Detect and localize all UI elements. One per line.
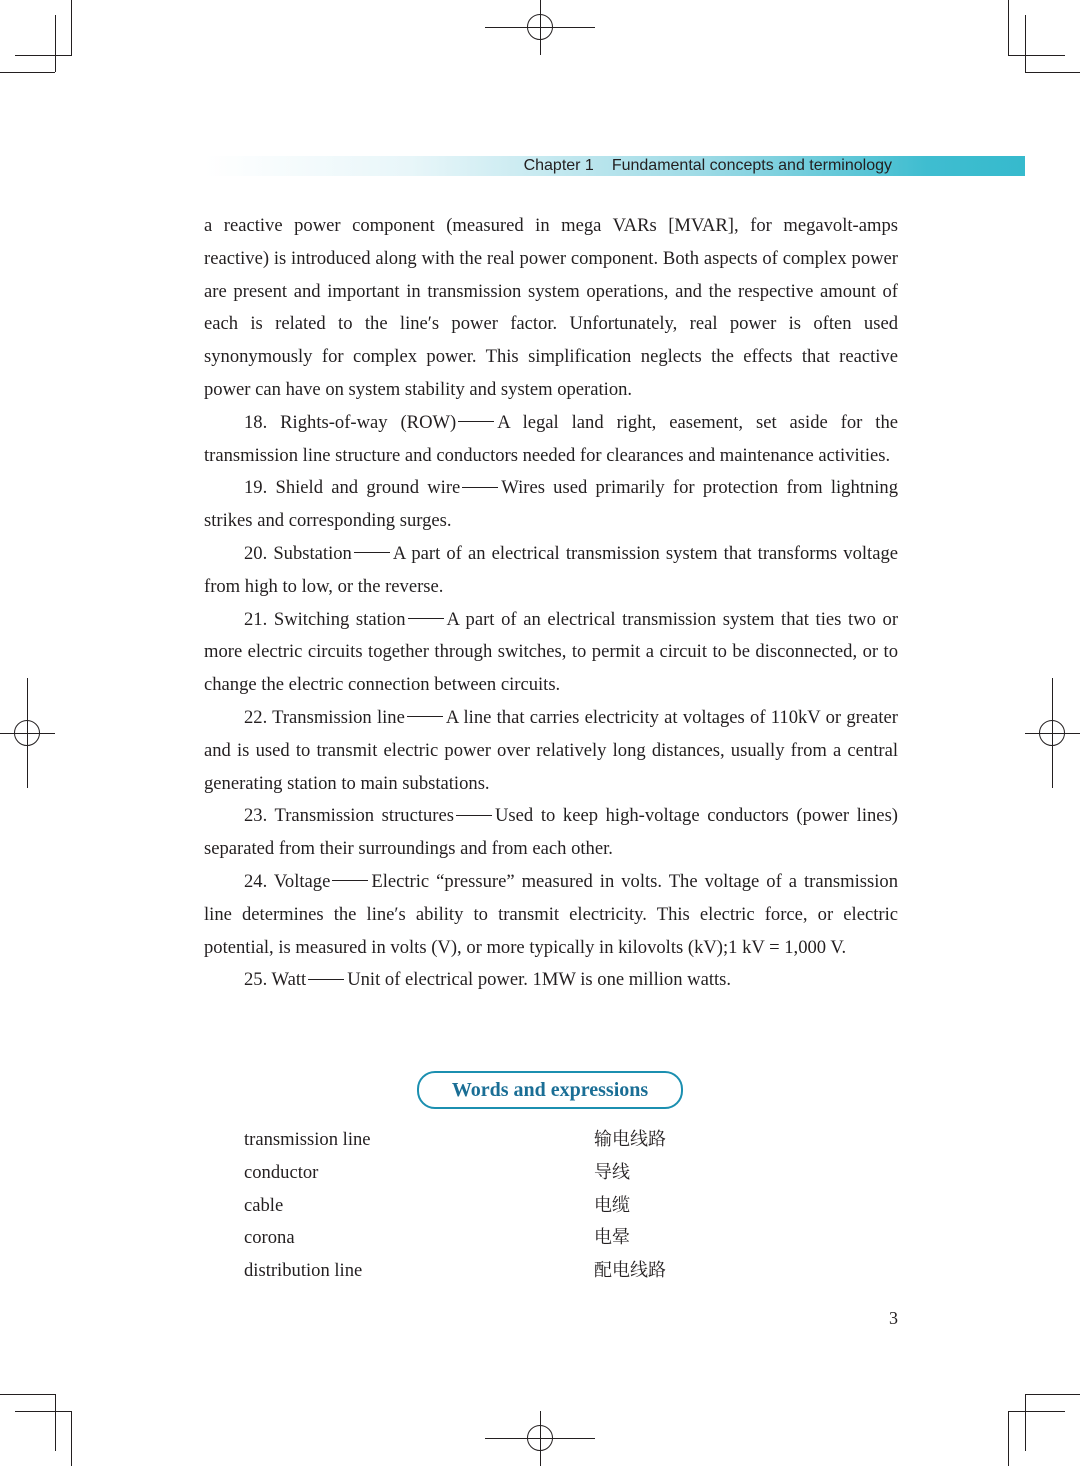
crop-mark	[55, 15, 56, 72]
definition-item	[204, 866, 898, 964]
em-dash	[354, 552, 390, 553]
definition-term: 20. Substation	[244, 542, 352, 564]
crop-mark	[71, 1411, 72, 1466]
glossary-term: corona	[244, 1227, 295, 1249]
definition-item	[204, 800, 898, 866]
definition-term: 24. Voltage	[244, 870, 331, 892]
em-dash	[308, 979, 344, 980]
definition-item	[204, 604, 898, 702]
header-chapter: Chapter 1	[523, 157, 594, 174]
crop-mark	[1008, 1411, 1065, 1412]
glossary-term: distribution line	[244, 1260, 363, 1282]
definition-term: 21. Switching station	[244, 608, 406, 630]
definition-term: 25. Watt	[244, 969, 307, 991]
glossary-translation: 电晕	[594, 1227, 630, 1249]
running-header	[205, 156, 1025, 176]
definition-item	[204, 407, 898, 473]
header-text	[205, 156, 892, 176]
definition-item	[204, 702, 898, 800]
registration-circle	[527, 14, 553, 40]
crop-mark	[71, 0, 72, 55]
em-dash	[408, 618, 444, 619]
definition-text: A part of an electrical transmission system that ties two or more electric circuits together through switches, to permit a circuit to be disconnected, or to change the electric connection between circuits.	[204, 608, 899, 696]
em-dash	[407, 716, 443, 717]
definition-term: 19. Shield and ground wire	[244, 477, 461, 499]
glossary-term: conductor	[244, 1161, 319, 1183]
em-dash	[332, 880, 368, 881]
definition-text: Used to keep high-voltage conductors (power lines) separated from their surroundings and from each other.	[204, 805, 898, 860]
definition-text: A line that carries electricity at voltages of 110kV or greater and is used to transmit electric power over relatively long distances, usually from a central generating station to main substations.	[204, 706, 898, 794]
crop-mark	[55, 1394, 56, 1451]
registration-circle	[14, 720, 40, 746]
em-dash	[458, 421, 494, 422]
crop-mark	[0, 72, 55, 73]
crop-mark	[1008, 0, 1009, 55]
definition-term: 23. Transmission structures	[244, 805, 454, 827]
glossary-row	[244, 1255, 704, 1288]
glossary-row	[244, 1190, 704, 1223]
glossary-translation: 导线	[594, 1161, 630, 1183]
glossary-translation: 输电线路	[594, 1129, 666, 1150]
glossary-row	[244, 1157, 704, 1190]
crop-mark	[1025, 15, 1026, 72]
glossary-row	[244, 1222, 704, 1255]
crop-mark	[15, 1411, 72, 1412]
definition-term: 22. Transmission line	[244, 706, 405, 728]
crop-mark	[1025, 1394, 1080, 1395]
definition-item	[204, 964, 898, 997]
definition-text: Electric “pressure” measured in volts. The voltage of a transmission line determines the line′s ability to transmit electricity. This electric force, or electric potential, is measured in volts (V), or more typically in kilovolts (kV);1 kV = 1,000 V.	[204, 870, 898, 958]
glossary-term: cable	[244, 1194, 284, 1216]
definition-item	[204, 472, 898, 538]
crop-mark	[15, 55, 72, 56]
registration-circle	[1039, 720, 1065, 746]
registration-circle	[527, 1425, 553, 1451]
glossary-translation: 电缆	[594, 1194, 630, 1216]
crop-mark	[1025, 72, 1080, 73]
definition-text: Unit of electrical power. 1MW is one million watts.	[347, 969, 732, 991]
intro-paragraph: a reactive power component (measured in mega VARs [MVAR], for megavolt-amps reactive) is introduced along with the real power component. Both aspects of complex power are present and important in transmission system operations, and the respective amount of each is related to the line′s power factor. Unfortunately, real power is often used synonymously for complex power. This simplification neglects the effects that reactive power can have on system stability and system operation.	[204, 215, 898, 400]
header-title: Fundamental concepts and terminology	[611, 157, 892, 174]
crop-mark	[1025, 1394, 1026, 1451]
em-dash	[462, 487, 498, 488]
definition-item	[204, 538, 898, 604]
page-number: 3	[889, 1308, 898, 1328]
glossary-translation: 配电线路	[594, 1260, 666, 1282]
glossary-row	[244, 1124, 704, 1157]
definition-text: A part of an electrical transmission system that transforms voltage from high to low, or the reverse.	[204, 542, 898, 597]
body-text	[204, 210, 898, 997]
crop-mark	[1008, 55, 1065, 56]
definition-text: A legal land right, easement, set aside for the transmission line structure and conductors needed for clearances and maintenance activities.	[204, 411, 898, 466]
definition-term: 18. Rights-of-way (ROW)	[244, 411, 457, 433]
glossary-list	[244, 1124, 704, 1288]
section-title: Words and expressions	[417, 1071, 683, 1109]
crop-mark	[1008, 1411, 1009, 1466]
glossary-term: transmission line	[244, 1129, 371, 1150]
definition-text: Wires used primarily for protection from lightning strikes and corresponding surges.	[204, 477, 898, 532]
crop-mark	[0, 1394, 55, 1395]
em-dash	[456, 815, 492, 816]
